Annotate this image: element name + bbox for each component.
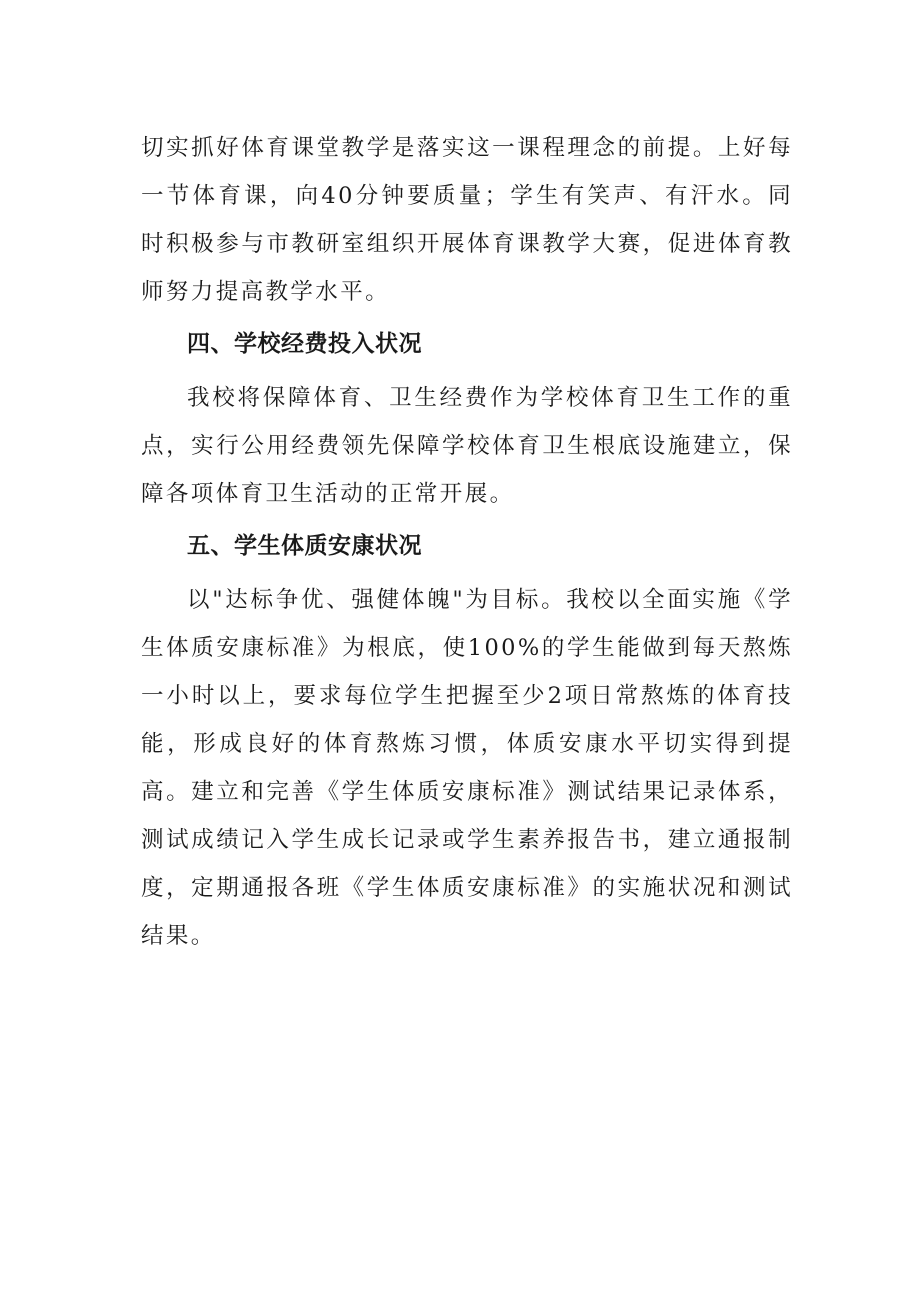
section-5-paragraph: 以"达标争优、强健体魄"为目标。我校以全面实施《学生体质安康标准》为根底，使100%的学生能做到每天熬炼一小时以上，要求每位学生把握至少2项日常熬炼的体育技能，形成良好的体育熬炼习惯，体质安康水平切实得到提高。建立和完善《学生体质安康标准》测试结果记录体系，测试成绩记入学生成长记录或学生素养报告书，建立通报制度，定期通报各班《学生体质安康标准》的实施状况和测试结果。 [141,587,793,949]
section-4-heading: 四、学校经费投入状况 [187,331,422,357]
intro-paragraph: 切实抓好体育课堂教学是落实这一课程理念的前提。上好每一节体育课，向40分钟要质量；学生有笑声、有汗水。同时积极参与市教研室组织开展体育课教学大赛，促进体育教师努力提高教学水平。 [141,135,793,305]
document-page [141,124,793,960]
section-4-paragraph: 我校将保障体育、卫生经费作为学校体育卫生工作的重点，实行公用经费领先保障学校体育卫生根底设施建立，保障各项体育卫生活动的正常开展。 [141,385,793,507]
section-5-heading: 五、学生体质安康状况 [187,533,422,559]
